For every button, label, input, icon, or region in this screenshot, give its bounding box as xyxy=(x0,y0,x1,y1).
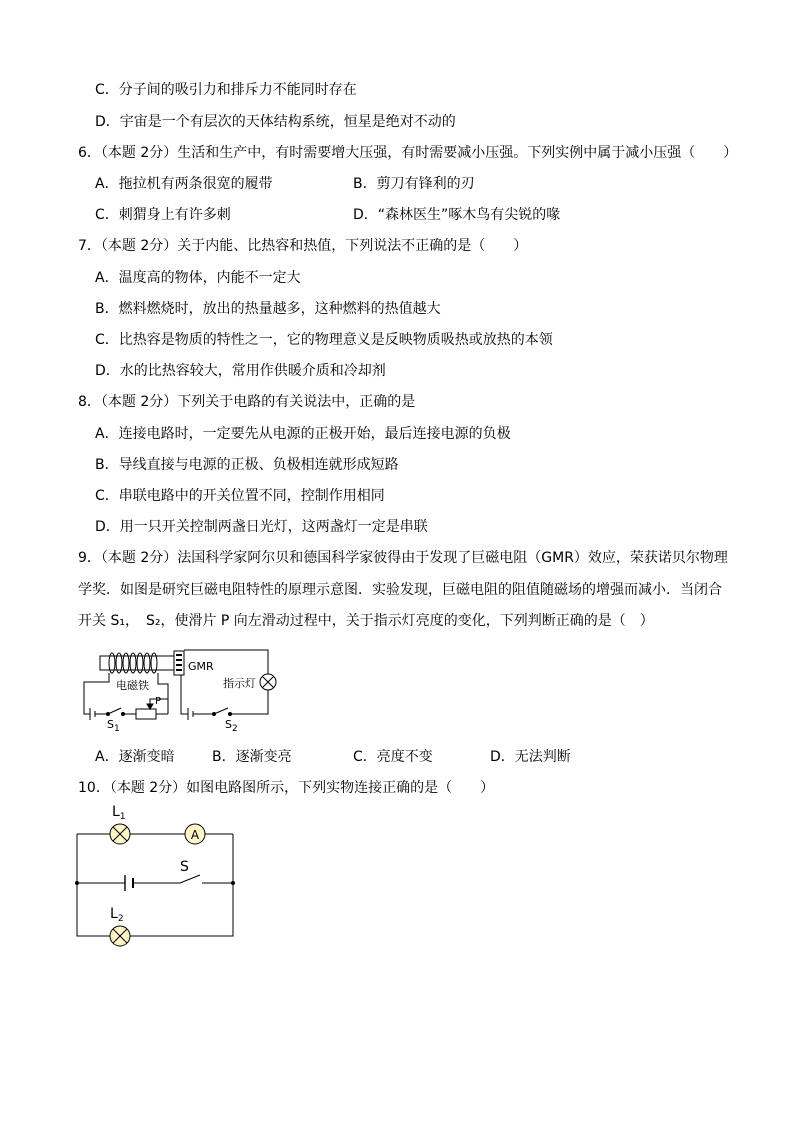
q9-stem-line-1: 9．（本题 2分）法国科学家阿尔贝和德国科学家彼得由于发现了巨磁电阻（GMR）效应，荣获诺贝尔物理 xyxy=(78,550,728,566)
q9-stem-line-3: 开关 S₁， S₂，使滑片 P 向左滑动过程中，关于指示灯亮度的变化，下列判断正确的是（ ） xyxy=(78,613,654,629)
q8-option-d: D．用一只开关控制两盏日光灯，这两盏灯一定是串联 xyxy=(95,519,428,535)
q10-stem: 10．（本题 2分）如图电路图所示，下列实物连接正确的是（ ） xyxy=(78,780,495,796)
rheostat xyxy=(136,709,156,719)
q6-option-d: D．“森林医生”啄木鸟有尖锐的喙 xyxy=(353,207,561,223)
lamp-l1-label: $L_1$ xyxy=(112,804,126,822)
q9-gmr-circuit-diagram xyxy=(78,644,278,734)
q7-option-d: D．水的比热容较大，常用作供暖介质和冷却剂 xyxy=(95,363,386,379)
slider-p-label: P xyxy=(155,696,162,707)
electromagnet-label: 电磁铁 xyxy=(116,679,149,692)
q9-option-a: A．逐渐变暗 xyxy=(95,749,175,765)
lamp-l1 xyxy=(110,824,130,844)
gmr-label: GMR xyxy=(188,660,214,673)
svg-text:A: A xyxy=(190,828,200,842)
junction-right xyxy=(231,881,235,885)
lamp-l2-label: $L_2$ xyxy=(110,906,124,924)
switch-s2-label: $S_2$ xyxy=(225,718,238,734)
q6-option-b: B．剪刀有锋利的刃 xyxy=(353,176,475,192)
q8-option-b: B．导线直接与电源的正极、负极相连就形成短路 xyxy=(95,457,399,473)
q5-option-d: D．宇宙是一个有层次的天体结构系统，恒星是绝对不动的 xyxy=(95,114,456,130)
lamp-l2 xyxy=(110,926,130,946)
q9-stem-line-2: 学奖．如图是研究巨磁电阻特性的原理示意图．实验发现，巨磁电阻的阻值随磁场的增强而减小．当闭合 xyxy=(78,582,722,598)
q6-stem: 6．（本题 2分）生活和生产中，有时需要增大压强，有时需要减小压强。下列实例中属于减小压强（ ） xyxy=(78,145,738,161)
q6-option-c: C．刺猬身上有许多刺 xyxy=(95,207,231,223)
ammeter xyxy=(185,824,205,844)
q5-option-c: C．分子间的吸引力和排斥力不能同时存在 xyxy=(95,82,357,98)
q10-circuit-diagram xyxy=(70,798,245,948)
q8-option-c: C．串联电路中的开关位置不同，控制作用相同 xyxy=(95,488,385,504)
q9-option-d: D．无法判断 xyxy=(490,749,571,765)
switch-s-label: S xyxy=(180,859,189,875)
q7-option-c: C．比热容是物质的特性之一，它的物理意义是反映物质吸热或放热的本领 xyxy=(95,332,553,348)
q7-option-b: B．燃料燃烧时，放出的热量越多，这种燃料的热值越大 xyxy=(95,301,441,317)
indicator-lamp-label: 指示灯 xyxy=(223,677,256,690)
q8-stem: 8．（本题 2分）下列关于电路的有关说法中，正确的是 xyxy=(78,394,416,410)
junction-left xyxy=(75,881,79,885)
switch-s1-label: $S_1$ xyxy=(107,718,120,734)
q6-option-a: A．拖拉机有两条很宽的履带 xyxy=(95,176,273,192)
q9-option-c: C．亮度不变 xyxy=(353,749,433,765)
q9-option-b: B．逐渐变亮 xyxy=(212,749,292,765)
q7-stem: 7．（本题 2分）关于内能、比热容和热值，下列说法不正确的是（ ） xyxy=(78,238,528,254)
q8-option-a: A．连接电路时，一定要先从电源的正极开始，最后连接电源的负极 xyxy=(95,426,511,442)
q7-option-a: A．温度高的物体，内能不一定大 xyxy=(95,270,301,286)
